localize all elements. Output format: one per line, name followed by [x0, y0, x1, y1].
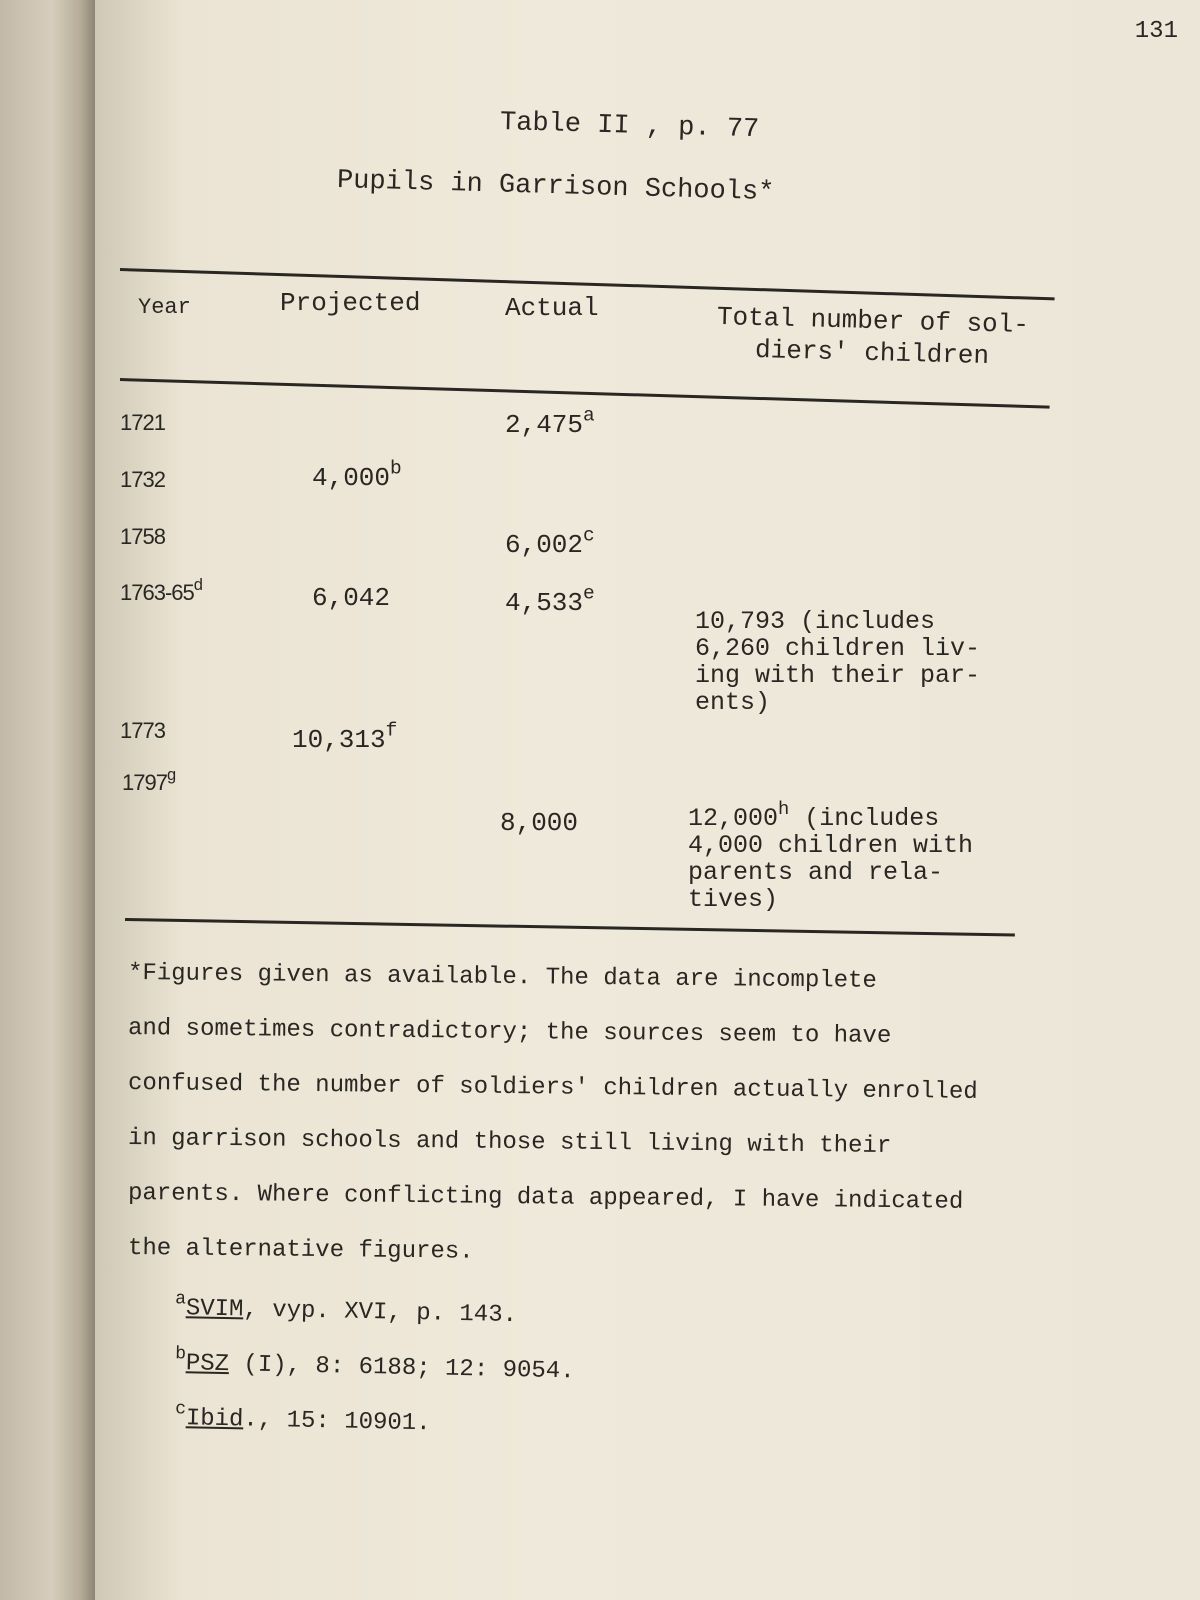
row-1763-65-total: 10,793 (includes 6,260 children liv- ing with their par- ents): [695, 607, 981, 717]
row-1797-year: 1797$^g$: [122, 766, 176, 795]
row-1758-actual: 6,002$^c$: [505, 524, 595, 560]
table-title: Pupils in Garrison Schools*: [336, 166, 775, 209]
source-a: $^a$SVIM, vyp. XVI, p. 143.: [174, 1289, 518, 1330]
row-1763-65-year: 1763-65$^d$: [120, 576, 202, 605]
row-1732-projected: 4,000$^b$: [312, 457, 402, 493]
footnote-line-4: in garrison schools and those still living with their: [127, 1125, 892, 1160]
row-1773-projected: 10,313$^f$: [292, 719, 398, 755]
page-number: 131: [1134, 18, 1178, 45]
header-projected: Projected: [280, 288, 421, 318]
footnote-line-5: parents. Where conflicting data appeared, I have indicated: [127, 1180, 964, 1216]
source-b: $^b$PSZ (I), 8: 6188; 12: 9054.: [174, 1344, 575, 1386]
header-total: Total number of sol- diers' children: [716, 301, 1030, 372]
row-1758-year: 1758: [120, 524, 165, 549]
row-1763-65-actual: 4,533e: [505, 582, 595, 618]
footnote-line-1: *Figures given as available. The data are incomplete: [127, 960, 878, 995]
footnote-line-2: and sometimes contradictory; the sources seem to have: [127, 1015, 892, 1050]
row-1721-actual: 2,475$^a$: [505, 404, 595, 440]
header-year: Year: [138, 295, 191, 320]
row-1797-actual: 8,000: [500, 808, 579, 838]
row-1773-year: 1773: [120, 718, 165, 743]
footnote-line-6: the alternative figures.: [127, 1235, 474, 1266]
row-1732-year: 1732: [120, 467, 165, 492]
header-actual: Actual: [505, 293, 599, 323]
row-1721-year: 1721: [120, 410, 165, 435]
row-1797-total: 12,000$^h$ (includes 4,000 children with parents and rela- tives): [688, 797, 974, 914]
table-reference: Table II , p. 77: [499, 108, 760, 146]
book-spine-shadow: [0, 0, 95, 1600]
row-1763-65-projected: 6,042: [312, 583, 391, 613]
footnote-line-3: confused the number of soldiers' children actually enrolled: [127, 1070, 978, 1106]
source-c: $^c$Ibid., 15: 10901.: [174, 1399, 431, 1438]
